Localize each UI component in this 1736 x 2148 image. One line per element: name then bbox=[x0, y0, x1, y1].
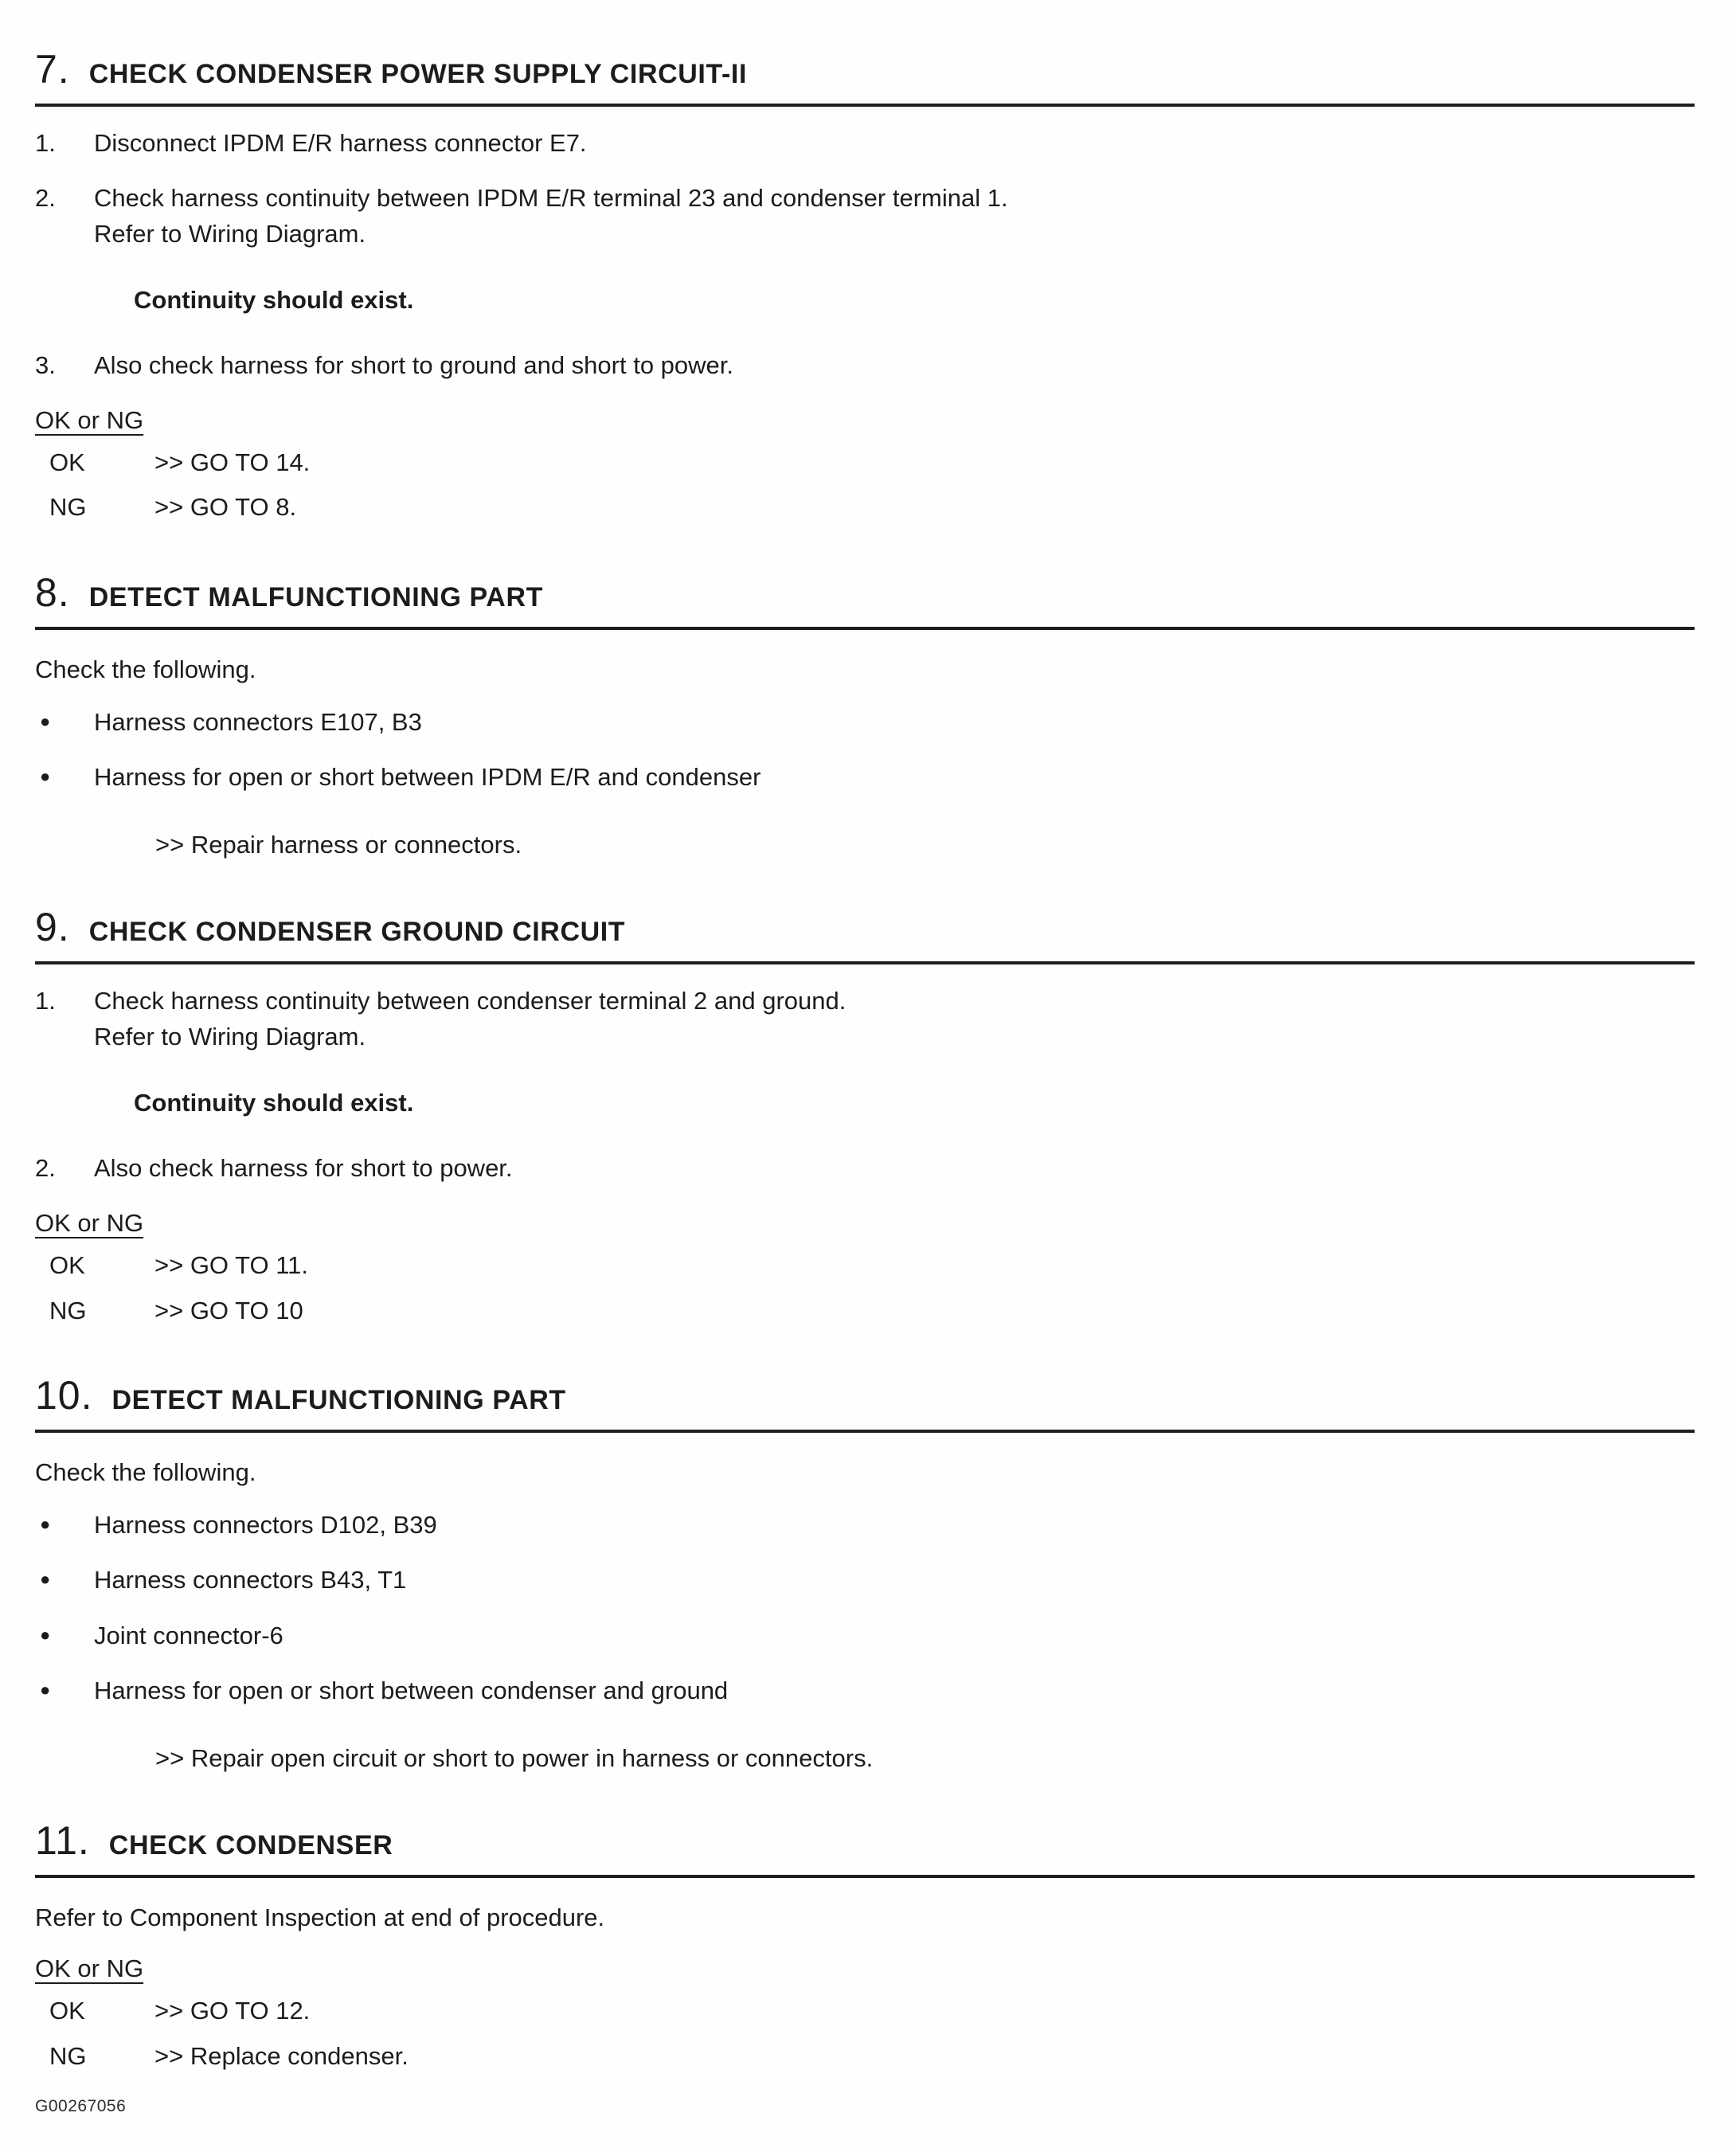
heading-rule bbox=[35, 627, 1695, 630]
step-text: Also check harness for short to ground and short to power. bbox=[94, 350, 734, 379]
result-action: >> GO TO 14. bbox=[154, 448, 311, 476]
step-number: 1. bbox=[35, 129, 56, 157]
bullet-icon: ● bbox=[40, 1569, 51, 1590]
step-item bbox=[35, 984, 1695, 1055]
result-action: >> Replace condenser. bbox=[154, 2041, 409, 2070]
result-row bbox=[49, 2039, 1695, 2073]
action-text: >> Repair harness or connectors. bbox=[155, 831, 522, 859]
figure-reference-code: G00267056 bbox=[35, 2097, 127, 2116]
bullet-icon: ● bbox=[40, 1624, 51, 1645]
bullet-item bbox=[35, 705, 1695, 739]
section-number: 8. bbox=[35, 569, 70, 615]
heading-rule bbox=[35, 1430, 1695, 1433]
result-action: >> GO TO 11. bbox=[154, 1251, 308, 1280]
section-8 bbox=[35, 569, 1695, 860]
section-11-heading bbox=[35, 1817, 1695, 1864]
ok-or-ng-row bbox=[35, 384, 1695, 435]
bullet-item bbox=[35, 1673, 1695, 1708]
step-number: 2. bbox=[35, 183, 56, 212]
emphasis-text: Continuity should exist. bbox=[134, 285, 414, 314]
result-row bbox=[49, 445, 1695, 479]
ok-or-ng-row bbox=[35, 1187, 1695, 1238]
result-action: >> GO TO 12. bbox=[154, 1997, 311, 2025]
result-row bbox=[49, 1293, 1695, 1328]
ok-or-ng-label: OK or NG bbox=[35, 1954, 144, 1983]
result-action: >> GO TO 10 bbox=[154, 1296, 303, 1324]
bullet-icon: ● bbox=[40, 710, 51, 731]
bullet-icon: ● bbox=[40, 1680, 51, 1700]
bullet-text: Harness connectors D102, B39 bbox=[94, 1510, 437, 1539]
step-text: Disconnect IPDM E/R harness connector E7. bbox=[94, 129, 587, 157]
bullet-text: Harness connectors E107, B3 bbox=[94, 707, 422, 736]
result-label: NG bbox=[49, 2041, 87, 2070]
bullet-item bbox=[35, 1618, 1695, 1653]
emphasis-text: Continuity should exist. bbox=[134, 1089, 414, 1117]
section-10-heading bbox=[35, 1372, 1695, 1418]
bullet-icon: ● bbox=[40, 1513, 51, 1534]
section-7-heading bbox=[35, 46, 1695, 92]
step-number: 3. bbox=[35, 350, 56, 379]
step-text-line-2: Refer to Wiring Diagram. bbox=[94, 1023, 366, 1051]
section-title: CHECK CONDENSER GROUND CIRCUIT bbox=[88, 917, 626, 948]
step-item bbox=[35, 181, 1695, 252]
bullet-item bbox=[35, 1508, 1695, 1542]
section-title: CHECK CONDENSER POWER SUPPLY CIRCUIT-II bbox=[88, 59, 747, 89]
section-7 bbox=[35, 46, 1695, 525]
step-item bbox=[35, 126, 1695, 162]
bullet-text: Harness for open or short between condenser and ground bbox=[94, 1677, 729, 1705]
section-number: 7. bbox=[35, 47, 70, 92]
bullet-text: Harness connectors B43, T1 bbox=[94, 1566, 407, 1594]
result-label: OK bbox=[49, 1997, 85, 2025]
section-number: 9. bbox=[35, 905, 70, 950]
ok-or-ng-row bbox=[35, 1932, 1695, 1983]
result-row bbox=[49, 490, 1695, 524]
step-text-line-1: Check harness continuity between IPDM E/R terminal 23 and condenser terminal 1. bbox=[94, 183, 1008, 212]
result-action: >> GO TO 8. bbox=[154, 493, 297, 522]
step-number: 1. bbox=[35, 987, 56, 1015]
section-8-heading bbox=[35, 569, 1695, 616]
step-item bbox=[35, 348, 1695, 384]
bullet-icon: ● bbox=[40, 765, 51, 786]
intro-text: Check the following. bbox=[35, 655, 256, 683]
section-number: 10. bbox=[35, 1372, 93, 1418]
section-title: DETECT MALFUNCTIONING PART bbox=[111, 1384, 566, 1415]
step-text-line-2: Refer to Wiring Diagram. bbox=[94, 219, 366, 248]
step-number: 2. bbox=[35, 1154, 56, 1183]
action-text: >> Repair open circuit or short to power in harness or connectors. bbox=[155, 1744, 874, 1773]
step-text bbox=[94, 181, 1695, 252]
section-9-heading bbox=[35, 904, 1695, 950]
ok-or-ng-label: OK or NG bbox=[35, 1209, 144, 1238]
section-title: CHECK CONDENSER bbox=[108, 1830, 393, 1861]
section-10 bbox=[35, 1372, 1695, 1774]
bullet-text: Joint connector-6 bbox=[94, 1621, 283, 1649]
step-item bbox=[35, 1151, 1695, 1187]
heading-rule bbox=[35, 1875, 1695, 1878]
result-row bbox=[49, 1993, 1695, 2028]
intro-text: Refer to Component Inspection at end of procedure. bbox=[35, 1903, 605, 1932]
intro-text: Check the following. bbox=[35, 1457, 256, 1486]
bullet-text: Harness for open or short between IPDM E/R and condenser bbox=[94, 762, 761, 791]
section-11 bbox=[35, 1817, 1695, 2073]
section-number: 11. bbox=[35, 1818, 90, 1864]
step-text bbox=[94, 984, 1695, 1055]
bullet-item bbox=[35, 760, 1695, 794]
result-label: OK bbox=[49, 1251, 85, 1280]
result-label: NG bbox=[49, 1296, 87, 1324]
step-text-line-1: Check harness continuity between condenser terminal 2 and ground. bbox=[94, 987, 846, 1015]
section-9 bbox=[35, 904, 1695, 1328]
step-text: Also check harness for short to power. bbox=[94, 1154, 513, 1183]
bullet-item bbox=[35, 1563, 1695, 1597]
section-title: DETECT MALFUNCTIONING PART bbox=[88, 581, 543, 612]
result-label: NG bbox=[49, 493, 87, 522]
heading-rule bbox=[35, 104, 1695, 107]
ok-or-ng-label: OK or NG bbox=[35, 405, 144, 434]
result-row bbox=[49, 1248, 1695, 1282]
result-label: OK bbox=[49, 448, 85, 476]
heading-rule bbox=[35, 961, 1695, 964]
